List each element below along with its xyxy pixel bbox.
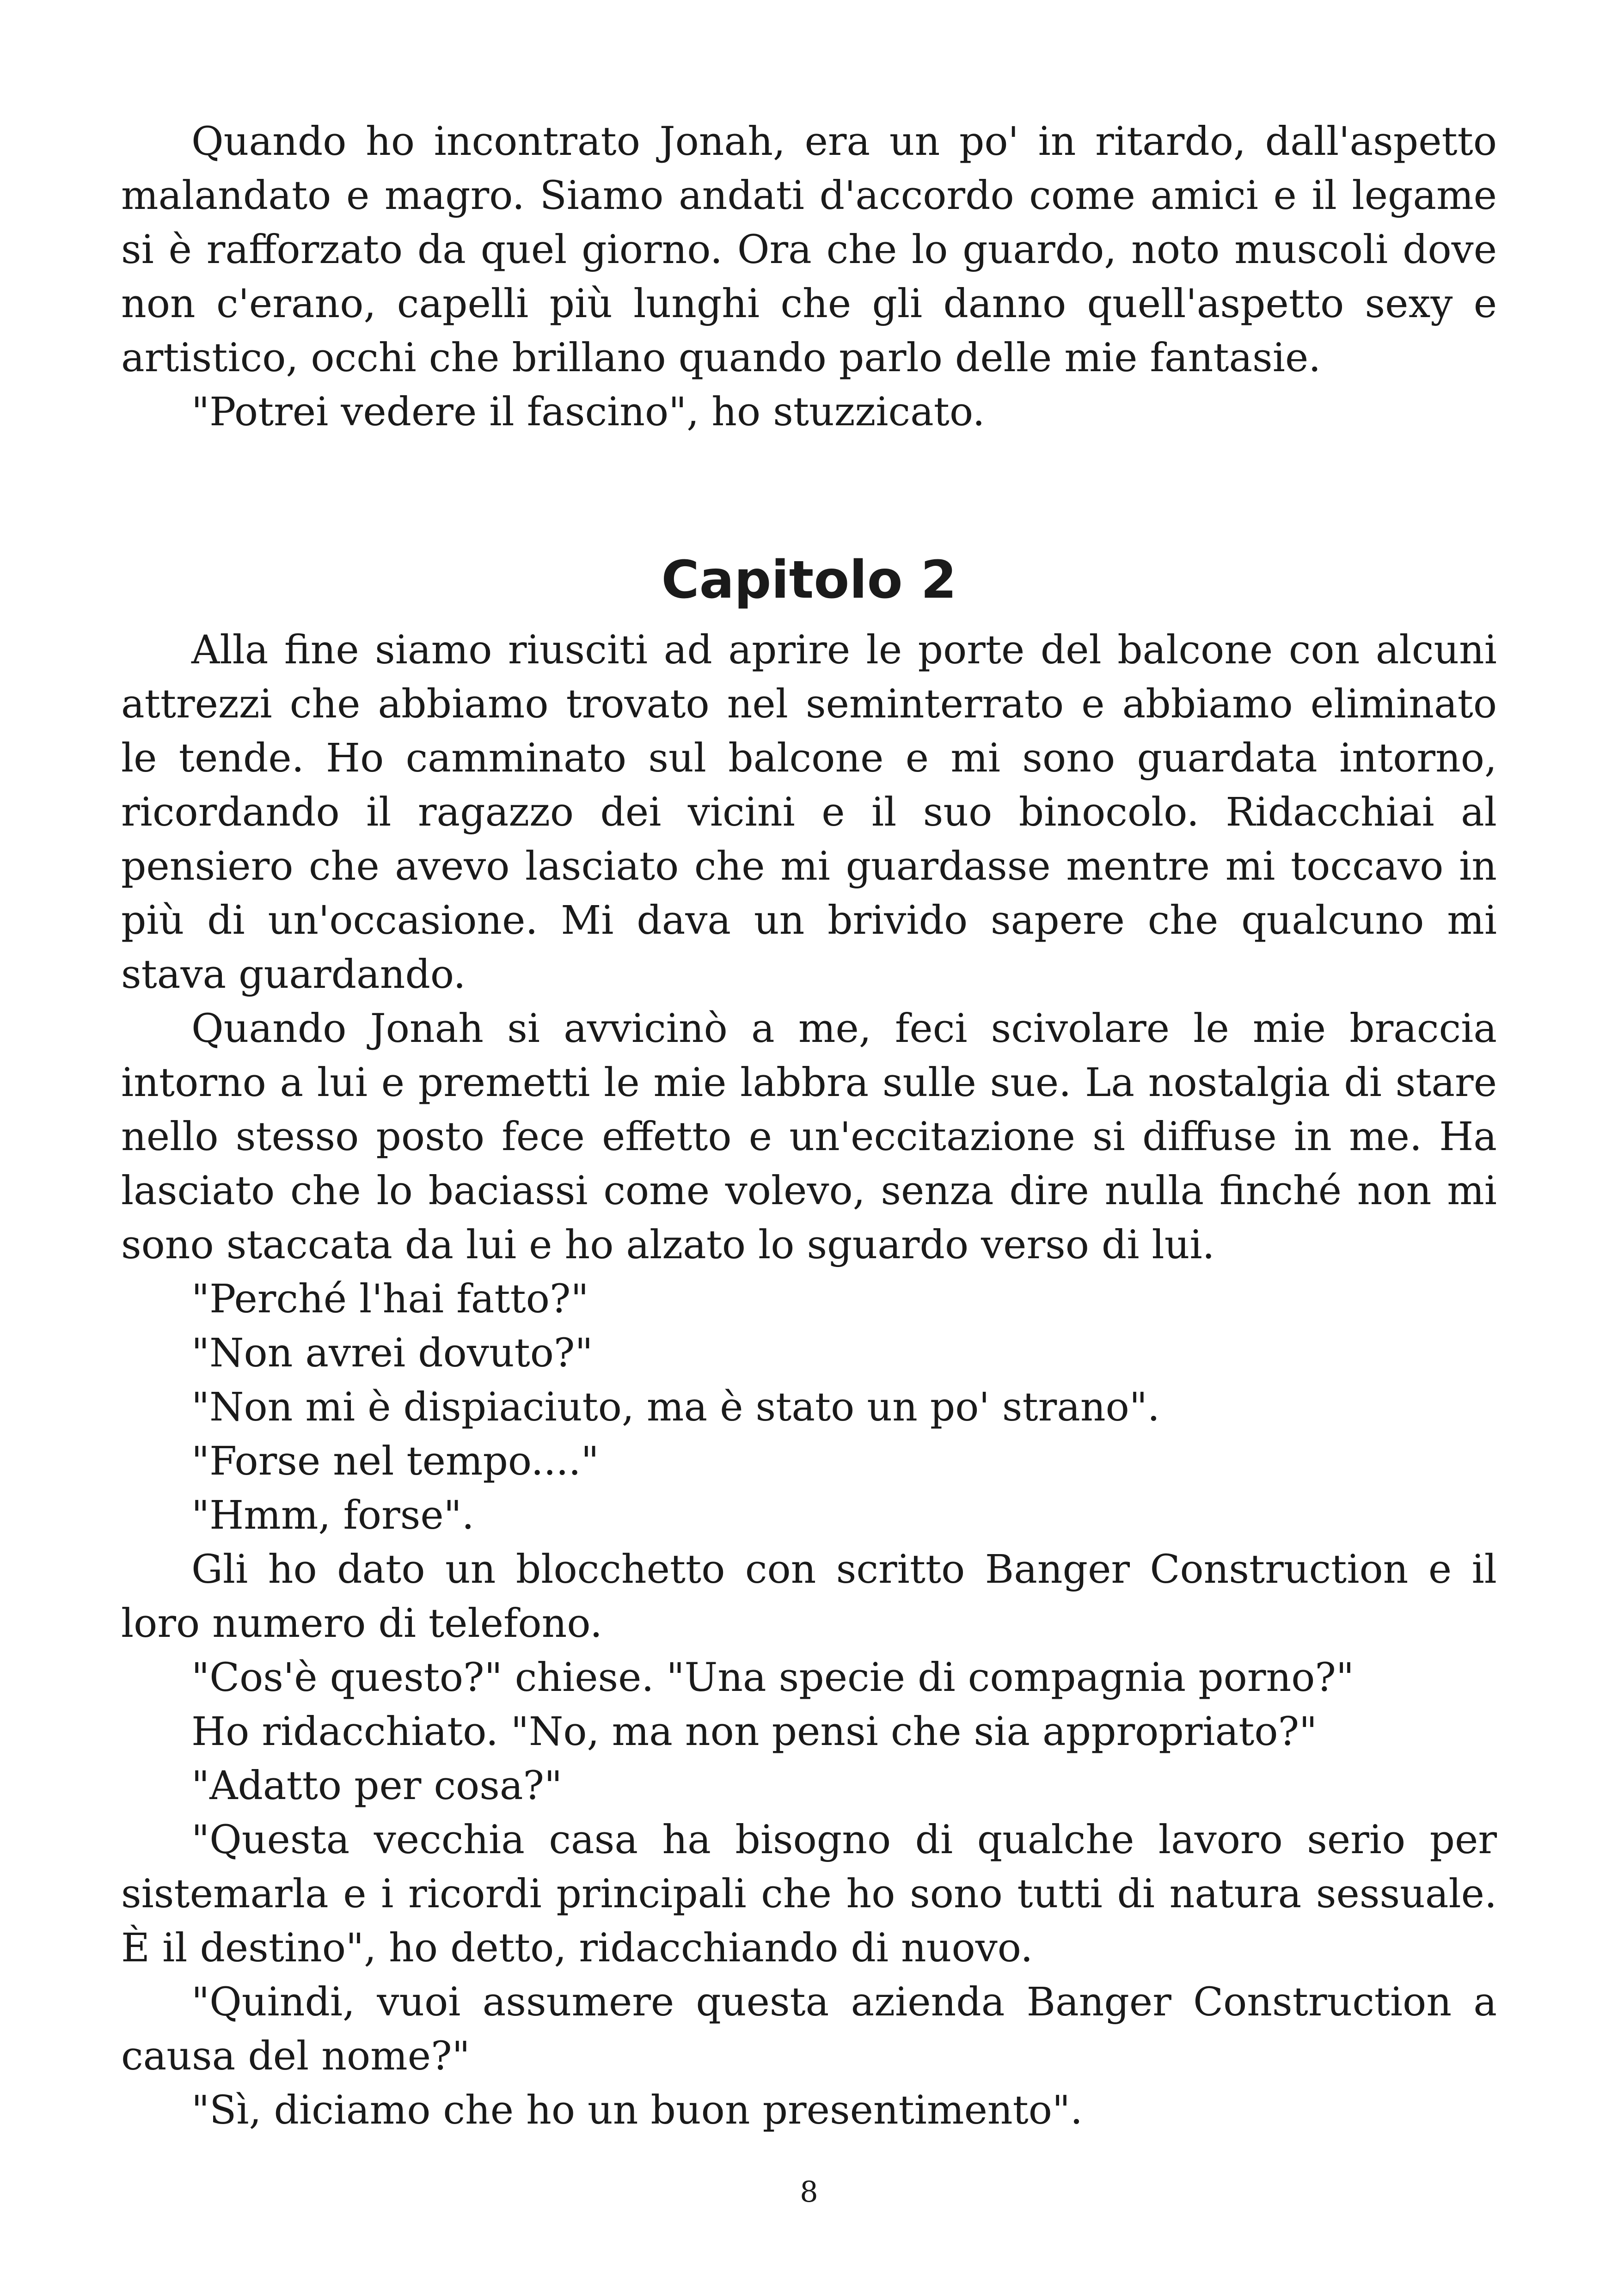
page-number: 8	[800, 2175, 818, 2209]
paragraph: Quando ho incontrato Jonah, era un po' in ritardo, dall'aspetto malandato e magro. Siamo andati d'accordo come amici e il legame si è rafforzato da quel giorno. Ora che lo guardo, noto muscoli dove non c'erano, capelli più lunghi che gli danno quell'aspetto sexy e artistico, occhi che brillano quando parlo delle mie fantasie.	[121, 119, 1497, 381]
page-body	[121, 115, 1497, 2137]
dialogue-line: "Hmm, forse".	[191, 1493, 474, 1538]
dialogue-line: "Non avrei dovuto?"	[191, 1330, 593, 1376]
dialogue-line: "Forse nel tempo...."	[191, 1439, 599, 1484]
previous-chapter-ending	[121, 115, 1497, 439]
dialogue-line: "Questa vecchia casa ha bisogno di qualche lavoro serio per sistemarla e i ricordi principali che ho sono tutti di natura sessuale. È il destino", ho detto, ridacchiando di nuovo.	[121, 1817, 1497, 1971]
dialogue-line: "Sì, diciamo che ho un buon presentimento".	[191, 2088, 1083, 2133]
dialogue-line: "Quindi, vuoi assumere questa azienda Banger Construction a causa del nome?"	[121, 1979, 1497, 2079]
paragraph: Gli ho dato un blocchetto con scritto Banger Construction e il loro numero di telefono.	[121, 1547, 1497, 1647]
dialogue-line: "Adatto per cosa?"	[191, 1763, 563, 1809]
chapter-title: Capitolo 2	[661, 550, 957, 610]
paragraph: "Potrei vedere il fascino", ho stuzzicato.	[191, 389, 985, 435]
dialogue-line: Ho ridacchiato. "No, ma non pensi che sia appropriato?"	[191, 1709, 1318, 1755]
dialogue-line: "Non mi è dispiaciuto, ma è stato un po' strano".	[191, 1384, 1160, 1430]
dialogue-line: "Cos'è questo?" chiese. "Una specie di compagnia porno?"	[191, 1655, 1354, 1701]
chapter-text	[121, 623, 1497, 2137]
dialogue-line: "Perché l'hai fatto?"	[191, 1276, 589, 1322]
paragraph: Alla fine siamo riusciti ad aprire le porte del balcone con alcuni attrezzi che abbiamo trovato nel seminterrato e abbiamo eliminato le tende. Ho camminato sul balcone e mi sono guardata intorno, ricordando il ragazzo dei vicini e il suo binocolo. Ridacchiai al pensiero che avevo lasciato che mi guardasse mentre mi toccavo in più di un'occasione. Mi dava un brivido sapere che qualcuno mi stava guardando.	[121, 627, 1497, 998]
paragraph: Quando Jonah si avvicinò a me, feci scivolare le mie braccia intorno a lui e premetti le mie labbra sulle sue. La nostalgia di stare nello stesso posto fece effetto e un'eccitazione si diffuse in me. Ha lasciato che lo baciassi come volevo, senza dire nulla finché non mi sono staccata da lui e ho alzato lo sguardo verso di lui.	[121, 1006, 1497, 1268]
